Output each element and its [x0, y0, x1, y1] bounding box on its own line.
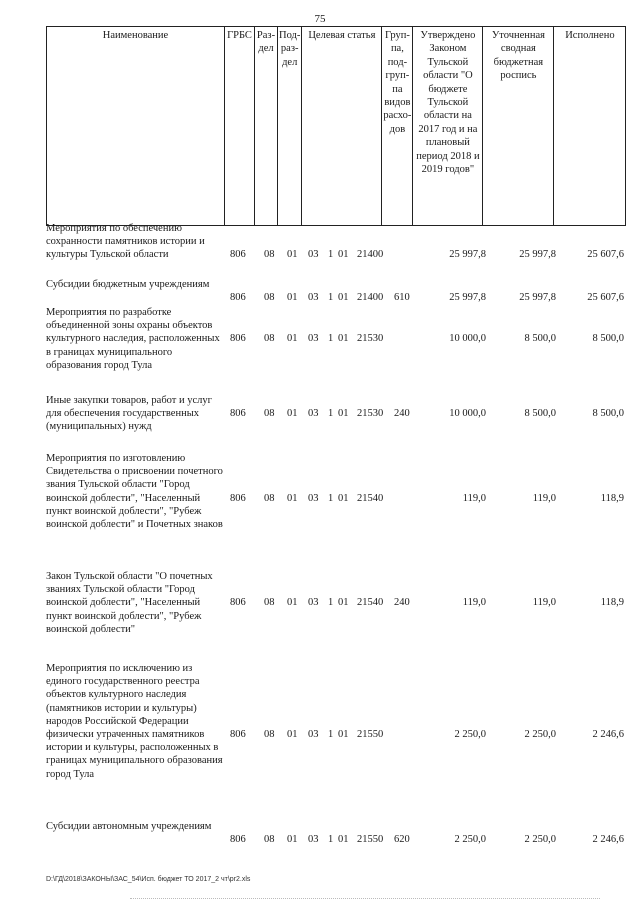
cell-t2: 1 [328, 249, 334, 261]
cell-executed: 2 246,6 [592, 834, 624, 846]
cell-group: 240 [394, 597, 410, 609]
cell-approved: 25 997,8 [449, 292, 486, 304]
cell-t4: 21400 [357, 249, 384, 261]
row-name: Мероприятия по обеспечению сохранности памятников истории и культуры Тульской области [46, 223, 205, 261]
cell-refined: 119,0 [532, 597, 556, 609]
cell-t1: 03 [308, 408, 319, 420]
row-name: Субсидии бюджетным учреждениям [46, 279, 210, 290]
cell-t4: 21400 [357, 292, 384, 304]
cell-executed: 8 500,0 [592, 408, 624, 420]
cell-t4: 21540 [357, 492, 384, 504]
cell-razdel: 08 [264, 333, 275, 345]
cell-executed: 2 246,6 [592, 729, 624, 740]
row-name: Субсидии автономным учреждениям [46, 821, 212, 832]
cell-grbs: 806 [230, 249, 246, 261]
cell-grbs: 806 [230, 729, 246, 740]
cell-t4: 21550 [357, 729, 384, 740]
cell-razdel: 08 [264, 597, 275, 609]
cell-t2: 1 [328, 597, 334, 609]
cell-approved: 25 997,8 [449, 249, 486, 261]
cell-grbs: 806 [230, 333, 246, 345]
cell-refined: 2 250,0 [524, 834, 556, 846]
cell-refined: 25 997,8 [519, 292, 556, 304]
row-name: Закон Тульской области "О почетных званиях Тульской области "Город воинской доблести", "Населенный пункт воинской доблести", "Рубеж воинской доблести" [46, 571, 213, 635]
cell-t3: 01 [338, 597, 349, 609]
cell-t3: 01 [338, 292, 349, 304]
cell-t1: 03 [308, 333, 319, 345]
cell-podrazdel: 01 [287, 492, 298, 504]
cell-podrazdel: 01 [287, 292, 298, 304]
table-row [46, 662, 624, 820]
cell-t2: 1 [328, 492, 334, 504]
header-target: Целевая статья [302, 27, 382, 226]
cell-refined: 119,0 [532, 492, 556, 504]
cell-approved: 119,0 [462, 492, 486, 504]
cell-t3: 01 [338, 492, 349, 504]
cell-t3: 01 [338, 834, 349, 846]
table-row [46, 394, 624, 452]
cell-podrazdel: 01 [287, 249, 298, 261]
scan-noise-line [130, 898, 600, 900]
cell-executed: 25 607,6 [587, 292, 624, 304]
cell-t1: 03 [308, 729, 319, 740]
cell-approved: 119,0 [462, 597, 486, 609]
header-razdel: Раз-дел [255, 27, 278, 226]
cell-razdel: 08 [264, 729, 275, 740]
cell-t2: 1 [328, 729, 334, 740]
header-group: Груп-па, под-груп-па видов расхо-дов [382, 27, 413, 226]
table-row [46, 820, 624, 860]
cell-t1: 03 [308, 249, 319, 261]
cell-executed: 118,9 [600, 492, 624, 504]
cell-executed: 8 500,0 [592, 333, 624, 345]
cell-t4: 21530 [357, 333, 384, 345]
row-name: Мероприятия по исключению из единого государственного реестра объектов культурного наследия (памятников истории и культуры) народов Российской Федерации физически утраченных памятников истории и культуры, расположенных в границах муниципального образования город Тула [46, 663, 223, 780]
cell-grbs: 806 [230, 834, 246, 846]
cell-grbs: 806 [230, 292, 246, 304]
cell-t1: 03 [308, 834, 319, 846]
cell-t2: 1 [328, 333, 334, 345]
cell-razdel: 08 [264, 408, 275, 420]
cell-t2: 1 [328, 292, 334, 304]
cell-executed: 118,9 [600, 597, 624, 609]
cell-podrazdel: 01 [287, 834, 298, 846]
cell-grbs: 806 [230, 492, 246, 504]
cell-t1: 03 [308, 492, 319, 504]
cell-razdel: 08 [264, 834, 275, 846]
cell-t4: 21530 [357, 408, 384, 420]
table-row [46, 278, 624, 306]
cell-executed: 25 607,6 [587, 249, 624, 261]
cell-podrazdel: 01 [287, 597, 298, 609]
cell-refined: 8 500,0 [524, 408, 556, 420]
row-name: Мероприятия по изготовлению Свидетельства о присвоении почетного звания Тульской области "Город воинской доблести", "Населенный пункт воинской доблести", "Рубеж воинской доблести" и Почетных знаков [46, 453, 223, 531]
header-executed: Исполнено [554, 27, 626, 226]
cell-approved: 10 000,0 [449, 333, 486, 345]
cell-refined: 2 250,0 [524, 729, 556, 740]
file-path-footer: D:\ГД\2018\ЗАКОНЫ\ЗАС_54\Исп. бюджет ТО 2017_2 чт\pr2.xls [46, 876, 251, 883]
cell-razdel: 08 [264, 292, 275, 304]
cell-razdel: 08 [264, 249, 275, 261]
table-row [46, 452, 624, 570]
cell-podrazdel: 01 [287, 333, 298, 345]
cell-razdel: 08 [264, 492, 275, 504]
cell-t4: 21550 [357, 834, 384, 846]
cell-group: 620 [394, 834, 410, 846]
cell-group: 610 [394, 292, 410, 304]
table-header [46, 26, 626, 226]
cell-podrazdel: 01 [287, 408, 298, 420]
cell-t3: 01 [338, 249, 349, 261]
cell-t3: 01 [338, 408, 349, 420]
cell-podrazdel: 01 [287, 729, 298, 740]
cell-t3: 01 [338, 333, 349, 345]
cell-t4: 21540 [357, 597, 384, 609]
table-row [46, 570, 624, 662]
cell-grbs: 806 [230, 408, 246, 420]
header-refined: Уточненная сводная бюджетная роспись [483, 27, 554, 226]
cell-refined: 25 997,8 [519, 249, 556, 261]
row-name: Мероприятия по разработке объединенной зоны охраны объектов культурного наследия, расположенных в границах муниципального образования город Тула [46, 307, 220, 371]
cell-t2: 1 [328, 408, 334, 420]
cell-t1: 03 [308, 597, 319, 609]
cell-approved: 2 250,0 [454, 729, 486, 740]
row-name: Иные закупки товаров, работ и услуг для обеспечения государственных (муниципальных) нужд [46, 395, 212, 433]
cell-group: 240 [394, 408, 410, 420]
header-name: Наименование [47, 27, 225, 226]
page-number: 75 [314, 13, 326, 25]
cell-approved: 10 000,0 [449, 408, 486, 420]
table-row [46, 222, 624, 278]
header-grbs: ГРБС [225, 27, 255, 226]
cell-approved: 2 250,0 [454, 834, 486, 846]
header-podrazdel: Под-раз-дел [278, 27, 302, 226]
cell-grbs: 806 [230, 597, 246, 609]
table-row [46, 306, 624, 394]
cell-t2: 1 [328, 834, 334, 846]
cell-t3: 01 [338, 729, 349, 740]
header-approved: Утверждено Законом Тульской области "О бюджете Тульской области на 2017 год и на плановый период 2018 и 2019 годов" [413, 27, 483, 226]
cell-refined: 8 500,0 [524, 333, 556, 345]
cell-t1: 03 [308, 292, 319, 304]
